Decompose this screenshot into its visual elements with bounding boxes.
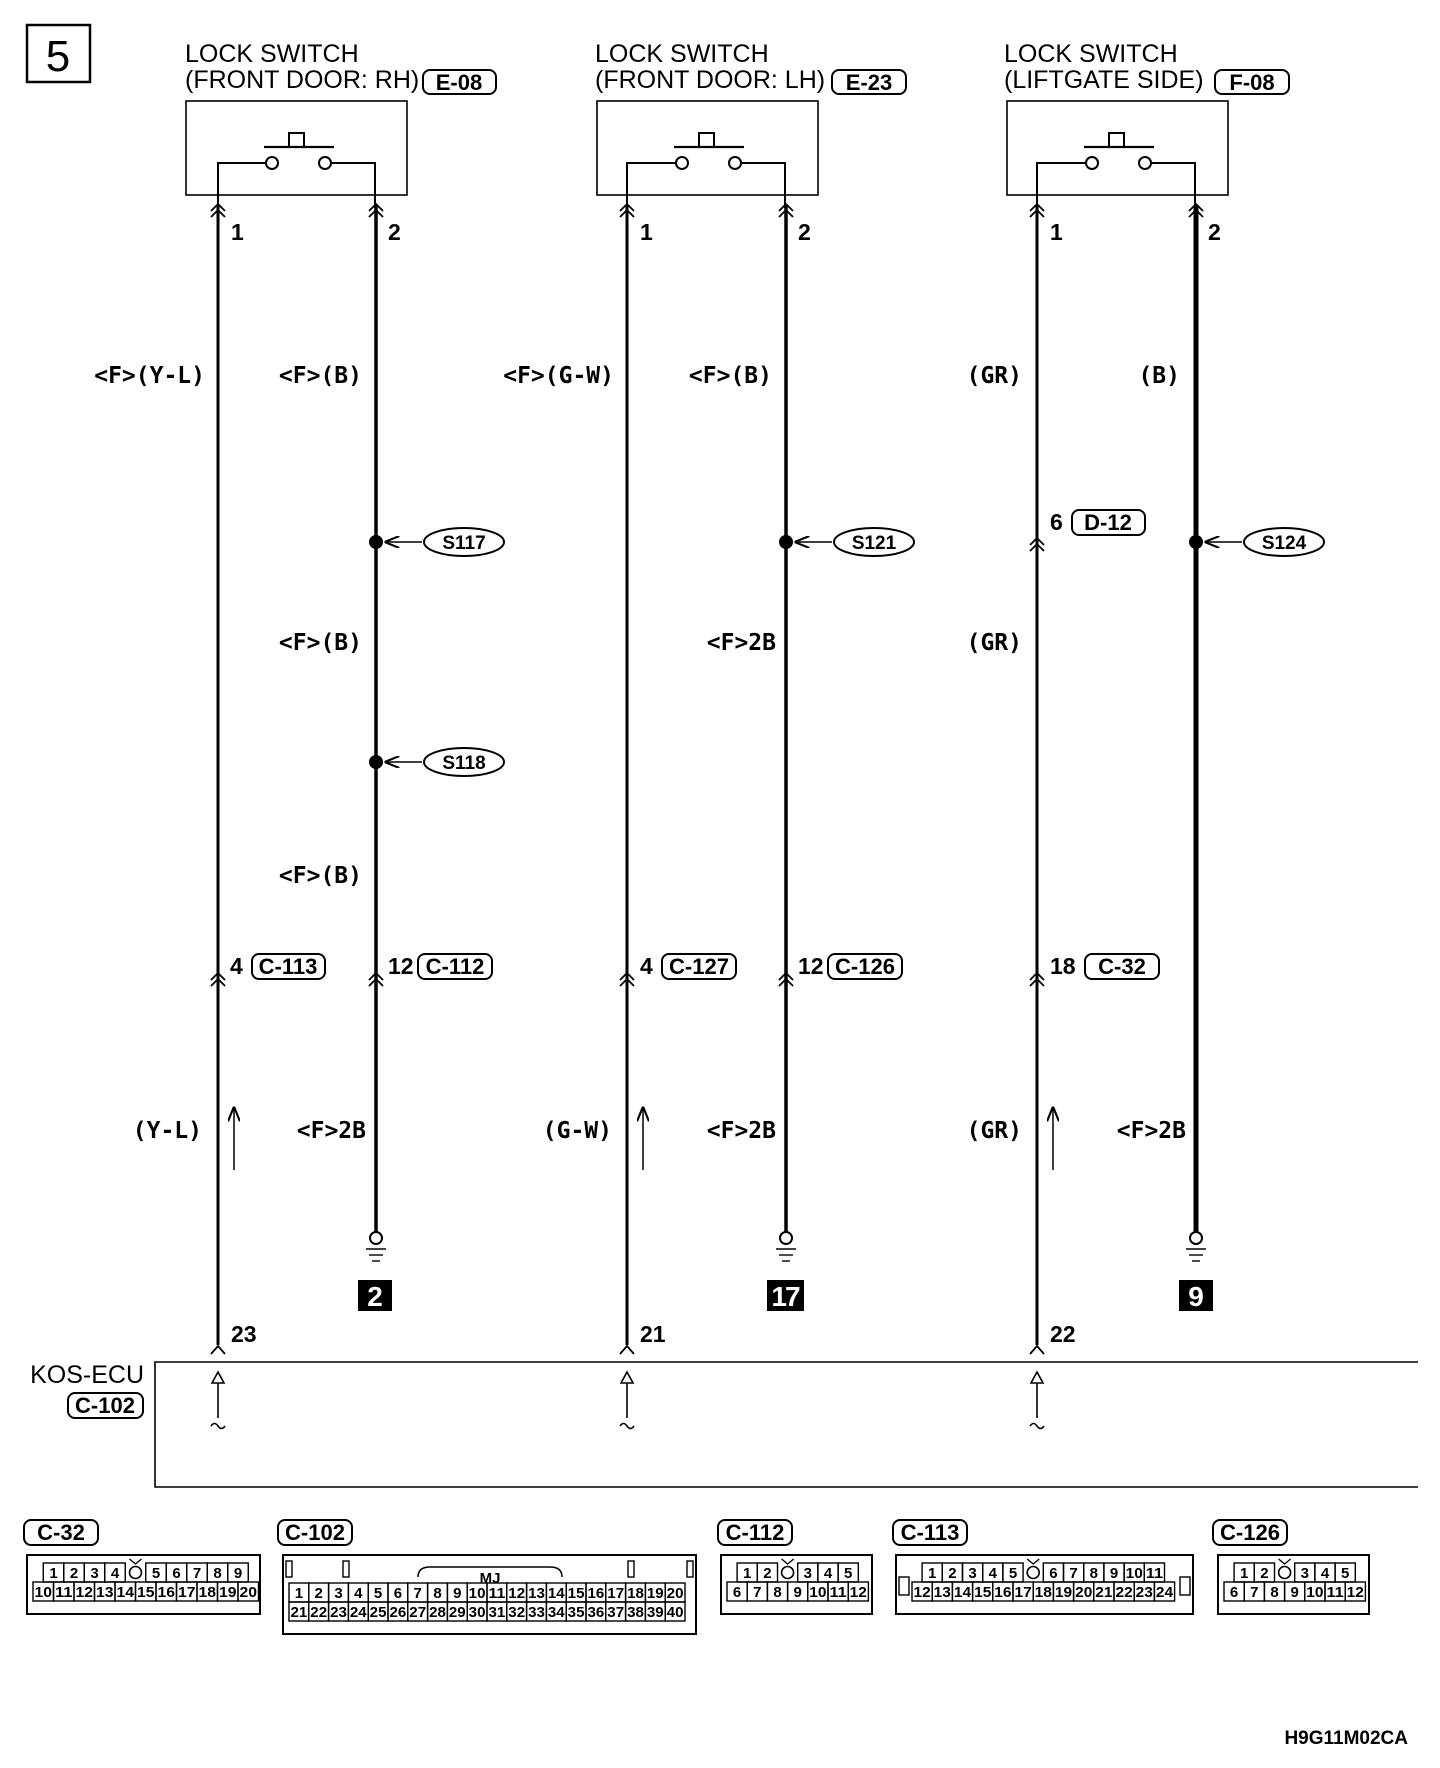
connector-pin: 7 <box>1250 1584 1259 1601</box>
junction-c127 <box>640 953 736 979</box>
connector-pin: 1 <box>743 1565 752 1582</box>
junction-c113-id: C-113 <box>258 954 318 979</box>
connector-key-mark: MJ <box>479 1570 501 1587</box>
splice-s118 <box>369 748 504 776</box>
connector-pin: 13 <box>528 1585 545 1602</box>
junction-c112-id: C-112 <box>425 954 485 979</box>
ecu-pin-22: 22 <box>1050 1321 1076 1347</box>
connector-pin: 9 <box>453 1585 462 1602</box>
splice-s117-label: S117 <box>442 533 486 554</box>
connector-pin: 11 <box>829 1584 847 1601</box>
connector-pin: 10 <box>809 1584 827 1601</box>
ecu-pin-21: 21 <box>640 1321 666 1347</box>
connector-pin: 4 <box>110 1565 120 1582</box>
connector-pin: 10 <box>34 1584 52 1601</box>
rh-ground-label-low: <F>(B) <box>278 863 362 889</box>
connector-view-c-113 <box>893 1520 1193 1614</box>
connector-pin: 5 <box>1341 1565 1350 1582</box>
switch-lg-symbol <box>1007 101 1228 208</box>
lg-signal-label-top: (GR) <box>966 363 1022 389</box>
connector-pin: 6 <box>1229 1584 1239 1601</box>
connector-pin: 18 <box>1034 1584 1052 1601</box>
connector-pin: 1 <box>1240 1565 1249 1582</box>
kos-ecu <box>30 1361 1418 1487</box>
figure-code: H9G11M02CA <box>1284 1728 1408 1749</box>
junction-c112 <box>388 953 492 979</box>
lh-ground-label-top: <F>(B) <box>688 363 772 389</box>
lh-pin2: 2 <box>798 219 811 245</box>
connector-pin: 12 <box>849 1584 867 1601</box>
connector-pin: 9 <box>233 1565 243 1582</box>
connector-pin: 34 <box>547 1604 566 1621</box>
connector-pin: 1 <box>49 1565 58 1582</box>
connector-pin: 12 <box>913 1584 931 1601</box>
ground-9 <box>1179 1232 1213 1312</box>
diagram-number-box <box>27 25 90 82</box>
diagram-number: 5 <box>45 32 71 81</box>
connector-view-label: C-32 <box>37 1520 85 1545</box>
connector-pin: 18 <box>627 1585 644 1602</box>
connector-pin: 10 <box>468 1585 486 1602</box>
connector-view-label: C-102 <box>285 1520 345 1545</box>
lg-ground-label-bottom: <F>2B <box>1116 1118 1186 1144</box>
splice-s124 <box>1189 528 1324 556</box>
connector-pin: 3 <box>334 1585 343 1602</box>
switch-lh-name: LOCK SWITCH <box>595 40 769 68</box>
connector-pin: 15 <box>137 1584 155 1601</box>
connector-pin: 4 <box>988 1565 997 1582</box>
junction-c32-pin: 18 <box>1050 953 1076 979</box>
switch-lh-symbol <box>597 101 818 208</box>
connector-pin: 7 <box>1069 1565 1078 1582</box>
connector-pin: 12 <box>508 1585 526 1602</box>
lh-ground-label-bottom: <F>2B <box>706 1118 776 1144</box>
junction-c127-id: C-127 <box>669 954 729 979</box>
connector-pin: 15 <box>567 1585 585 1602</box>
ecu-name: KOS-ECU <box>30 1361 144 1389</box>
connector-pin: 6 <box>732 1584 742 1601</box>
connector-pin: 4 <box>354 1585 363 1602</box>
connector-pin: 23 <box>330 1604 347 1621</box>
switch-lh-location: (FRONT DOOR: LH) <box>595 66 826 94</box>
connector-pin: 1 <box>294 1585 304 1602</box>
splice-s118-label: S118 <box>442 753 486 774</box>
connector-view-c-126 <box>1213 1520 1369 1614</box>
connector-pin: 35 <box>567 1604 585 1621</box>
connector-pin: 8 <box>1089 1565 1098 1582</box>
connector-pin: 32 <box>508 1604 526 1621</box>
connector-pin: 9 <box>793 1584 802 1601</box>
connector-pin: 4 <box>823 1565 833 1582</box>
connector-pin: 22 <box>310 1604 328 1621</box>
connector-pin: 20 <box>1075 1584 1093 1601</box>
junction-c32 <box>1050 953 1159 979</box>
lg-signal-label-mid: (GR) <box>966 630 1022 656</box>
connector-pin: 28 <box>429 1604 446 1621</box>
connector-pin: 21 <box>1095 1584 1113 1601</box>
switch-lg-name: LOCK SWITCH <box>1004 40 1178 68</box>
switch-lg-location: (LIFTGATE SIDE) <box>1004 66 1204 94</box>
connector-pin: 23 <box>1135 1584 1153 1601</box>
connector-pin: 2 <box>763 1565 772 1582</box>
connector-pin: 1 <box>928 1565 937 1582</box>
ground-17 <box>767 1232 804 1312</box>
connector-pin: 13 <box>96 1584 114 1601</box>
connector-view-label: C-112 <box>725 1520 785 1545</box>
connector-pin: 13 <box>933 1584 951 1601</box>
switch-lg-connector: F-08 <box>1229 70 1275 95</box>
connector-pin: 29 <box>448 1604 466 1621</box>
switch-rh-name: LOCK SWITCH <box>185 40 359 68</box>
splice-s124-label: S124 <box>1261 533 1307 554</box>
ground-2 <box>358 1232 392 1312</box>
switch-rh-location: (FRONT DOOR: RH) <box>185 66 420 94</box>
switch-rh-header <box>185 40 496 95</box>
junction-c113 <box>230 953 325 979</box>
junction-c32-id: C-32 <box>1098 954 1146 979</box>
connector-pin: 27 <box>409 1604 427 1621</box>
rh-pin1: 1 <box>231 219 244 245</box>
connector-pin: 8 <box>1270 1584 1279 1601</box>
junction-d12-pin: 6 <box>1050 509 1063 535</box>
switch-rh-connector: E-08 <box>435 70 483 95</box>
connector-pin: 9 <box>1109 1565 1119 1582</box>
connector-pin: 11 <box>1145 1565 1163 1582</box>
connector-pin: 3 <box>1300 1565 1309 1582</box>
lg-ground-label-top: (B) <box>1138 363 1180 389</box>
connector-pin: 22 <box>1115 1584 1133 1601</box>
connector-pin: 24 <box>349 1604 368 1621</box>
connector-view-label: C-113 <box>900 1520 960 1545</box>
junction-c112-pin: 12 <box>388 953 414 979</box>
ecu-pin-23: 23 <box>231 1321 257 1347</box>
lg-pin1: 1 <box>1050 219 1063 245</box>
connector-pin: 7 <box>753 1584 762 1601</box>
connector-pin: 36 <box>587 1604 605 1621</box>
connector-pin: 26 <box>389 1604 407 1621</box>
connector-pin: 11 <box>488 1585 506 1602</box>
connector-pin: 5 <box>373 1585 383 1602</box>
connector-pin: 14 <box>547 1585 566 1602</box>
connector-pin: 2 <box>69 1565 79 1582</box>
connector-pin: 33 <box>528 1604 545 1621</box>
connector-view-c-32 <box>24 1520 260 1614</box>
splice-s121-label: S121 <box>851 533 897 554</box>
connector-pin: 2 <box>1260 1565 1269 1582</box>
rh-signal-label-top: <F>(Y-L) <box>94 363 205 389</box>
ground-2-label: 2 <box>367 1281 383 1312</box>
connector-pin: 30 <box>468 1604 486 1621</box>
connector-pin: 14 <box>953 1584 972 1601</box>
connector-pin: 16 <box>587 1585 605 1602</box>
switch-pin-numbers <box>231 219 1221 245</box>
ground-17-label: 17 <box>771 1281 799 1312</box>
connector-pin: 25 <box>369 1604 387 1621</box>
junction-c127-pin: 4 <box>640 953 653 979</box>
connector-pin: 6 <box>172 1565 181 1582</box>
lh-signal-label-top: <F>(G-W) <box>503 363 614 389</box>
ground-9-label: 9 <box>1188 1281 1204 1312</box>
connector-pin: 6 <box>1049 1565 1058 1582</box>
connector-view-c-102 <box>278 1520 696 1634</box>
connector-pin: 11 <box>55 1584 73 1601</box>
lh-pin1: 1 <box>640 219 653 245</box>
connector-pin: 18 <box>198 1584 216 1601</box>
wire-colour-labels <box>94 363 1186 1144</box>
lg-pin2: 2 <box>1208 219 1221 245</box>
connector-pin: 12 <box>1346 1584 1364 1601</box>
connector-pin: 19 <box>219 1584 237 1601</box>
splice-s117 <box>369 528 504 556</box>
connector-pin: 3 <box>968 1565 977 1582</box>
connector-pin: 2 <box>948 1565 957 1582</box>
connector-pin: 16 <box>994 1584 1012 1601</box>
junction-d12 <box>1050 509 1145 535</box>
junction-c126 <box>798 953 902 979</box>
connector-pin: 3 <box>90 1565 99 1582</box>
connector-pin: 31 <box>488 1604 506 1621</box>
connector-view-label: C-126 <box>1220 1520 1280 1545</box>
ecu-connector: C-102 <box>75 1393 135 1418</box>
switch-lg-header <box>1004 40 1289 95</box>
ecu-pin-numbers <box>231 1321 1076 1347</box>
connector-pin: 20 <box>666 1585 684 1602</box>
connector-views <box>24 1520 1369 1634</box>
connector-pin: 37 <box>607 1604 625 1621</box>
connector-pin: 17 <box>607 1585 625 1602</box>
connector-pin: 5 <box>1008 1565 1018 1582</box>
rh-pin2: 2 <box>388 219 401 245</box>
connector-pin: 8 <box>773 1584 782 1601</box>
switch-lh-header <box>595 40 906 95</box>
connector-view-c-112 <box>718 1520 872 1614</box>
connector-pin: 7 <box>192 1565 202 1582</box>
connector-pin: 11 <box>1326 1584 1344 1601</box>
junction-c113-pin: 4 <box>230 953 243 979</box>
rh-ground-label-bottom: <F>2B <box>296 1118 366 1144</box>
connector-pin: 21 <box>290 1604 308 1621</box>
connector-pin: 8 <box>213 1565 222 1582</box>
connector-pin: 16 <box>157 1584 175 1601</box>
rh-ground-label-mid: <F>(B) <box>278 630 362 656</box>
connector-pin: 40 <box>666 1604 684 1621</box>
rh-signal-label-bottom: (Y-L) <box>132 1118 202 1144</box>
splice-s121 <box>779 528 914 556</box>
connector-pin: 39 <box>646 1604 664 1621</box>
connector-pin: 38 <box>627 1604 644 1621</box>
connector-pin: 10 <box>1306 1584 1324 1601</box>
rh-ground-label-top: <F>(B) <box>278 363 362 389</box>
connector-pin: 14 <box>116 1584 135 1601</box>
connector-pin: 19 <box>1054 1584 1073 1601</box>
connector-pin: 5 <box>844 1565 853 1582</box>
connector-pin: 8 <box>433 1585 442 1602</box>
switch-lh-connector: E-23 <box>845 70 893 95</box>
junction-d12-id: D-12 <box>1084 510 1132 535</box>
lh-signal-label-bottom: (G-W) <box>542 1118 612 1144</box>
connector-pin: 4 <box>1320 1565 1330 1582</box>
junction-c126-id: C-126 <box>835 954 895 979</box>
connector-pin: 2 <box>314 1585 323 1602</box>
connector-pin: 19 <box>646 1585 664 1602</box>
connector-pin: 24 <box>1155 1584 1174 1601</box>
connector-pin: 3 <box>803 1565 812 1582</box>
connector-pin: 15 <box>974 1584 992 1601</box>
connector-pin: 17 <box>178 1584 196 1601</box>
connector-pin: 6 <box>393 1585 403 1602</box>
connector-pin: 12 <box>75 1584 93 1601</box>
connector-pin: 5 <box>151 1565 161 1582</box>
lg-signal-label-bottom: (GR) <box>966 1118 1022 1144</box>
connector-pin: 17 <box>1014 1584 1032 1601</box>
connector-pin: 7 <box>413 1585 422 1602</box>
switch-rh-symbol <box>186 101 407 208</box>
junction-c126-pin: 12 <box>798 953 824 979</box>
connector-pin: 20 <box>239 1584 257 1601</box>
connector-pin: 9 <box>1290 1584 1299 1601</box>
lh-ground-label-mid: <F>2B <box>706 630 776 656</box>
connector-pin: 10 <box>1125 1565 1143 1582</box>
